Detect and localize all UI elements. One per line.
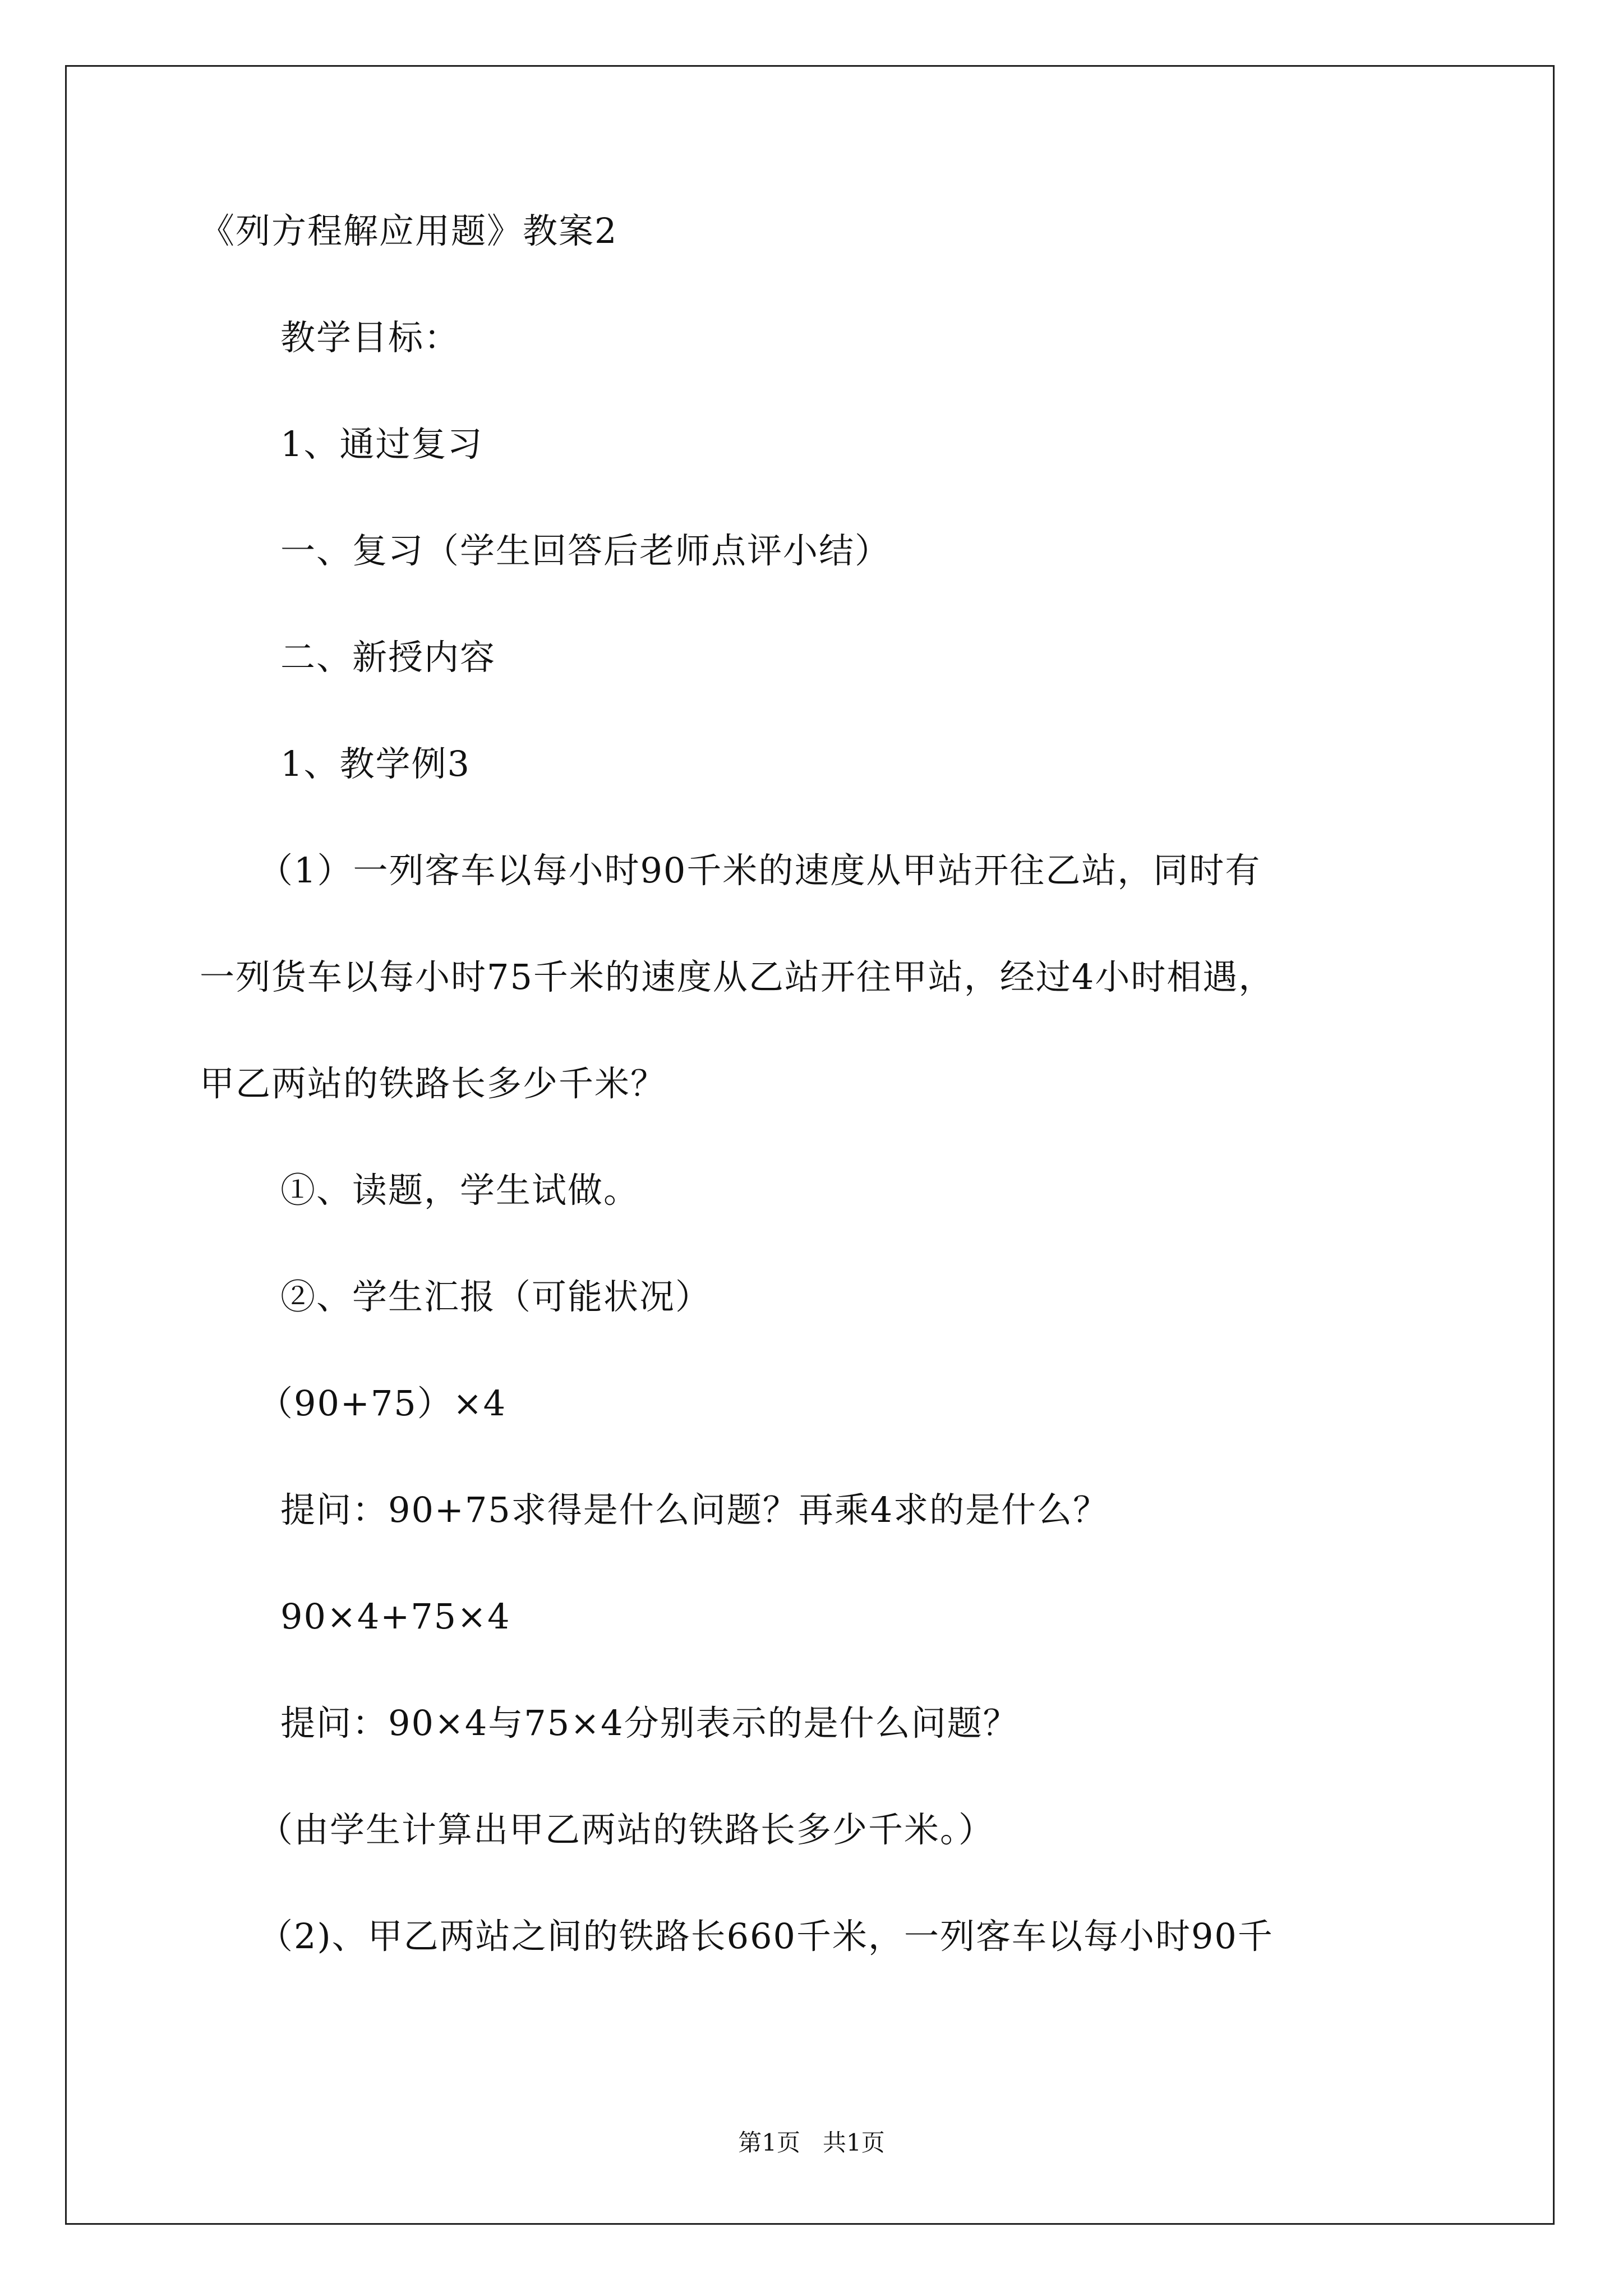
paragraph-question-1: 提问：90+75求得是什么问题？再乘4求的是什么？ — [280, 1489, 1109, 1530]
paragraph-step-read: ①、读题，学生试做。 — [280, 1170, 640, 1211]
formula-distributed: 90×4+75×4 — [280, 1596, 511, 1637]
paragraph-problem-1-line-2: 一列货车以每小时75千米的速度从乙站开往甲站，经过4小时相遇， — [200, 956, 1275, 997]
paragraph-problem-1-line-3: 甲乙两站的铁路长多少千米？ — [200, 1063, 667, 1104]
formula-sum-times-four: （90+75）×4 — [258, 1383, 507, 1424]
paragraph-student-calc: （由学生计算出甲乙两站的铁路长多少千米。） — [258, 1809, 995, 1850]
paragraph-objectives-heading: 教学目标： — [280, 317, 460, 358]
paragraph-problem-1-line-1: （1）一列客车以每小时90千米的速度从甲站开往乙站，同时有 — [258, 850, 1261, 891]
paragraph-objective-1: 1、通过复习 — [280, 424, 483, 464]
paragraph-problem-2-line-1: （2)、甲乙两站之间的铁路长660千米，一列客车以每小时90千 — [258, 1916, 1274, 1957]
paragraph-section-new-content: 二、新授内容 — [280, 637, 496, 678]
page-border — [65, 65, 1555, 2225]
paragraph-section-review: 一、复习（学生回答后老师点评小结） — [280, 530, 891, 571]
page-footer: 第1页 共1页 — [738, 2129, 885, 2156]
paragraph-question-2: 提问：90×4与75×4分别表示的是什么问题？ — [280, 1703, 1019, 1743]
paragraph-example-3: 1、教学例3 — [280, 743, 471, 784]
document-title: 《列方程解应用题》教案2 — [200, 210, 618, 251]
paragraph-step-report: ②、学生汇报（可能状况） — [280, 1276, 712, 1317]
